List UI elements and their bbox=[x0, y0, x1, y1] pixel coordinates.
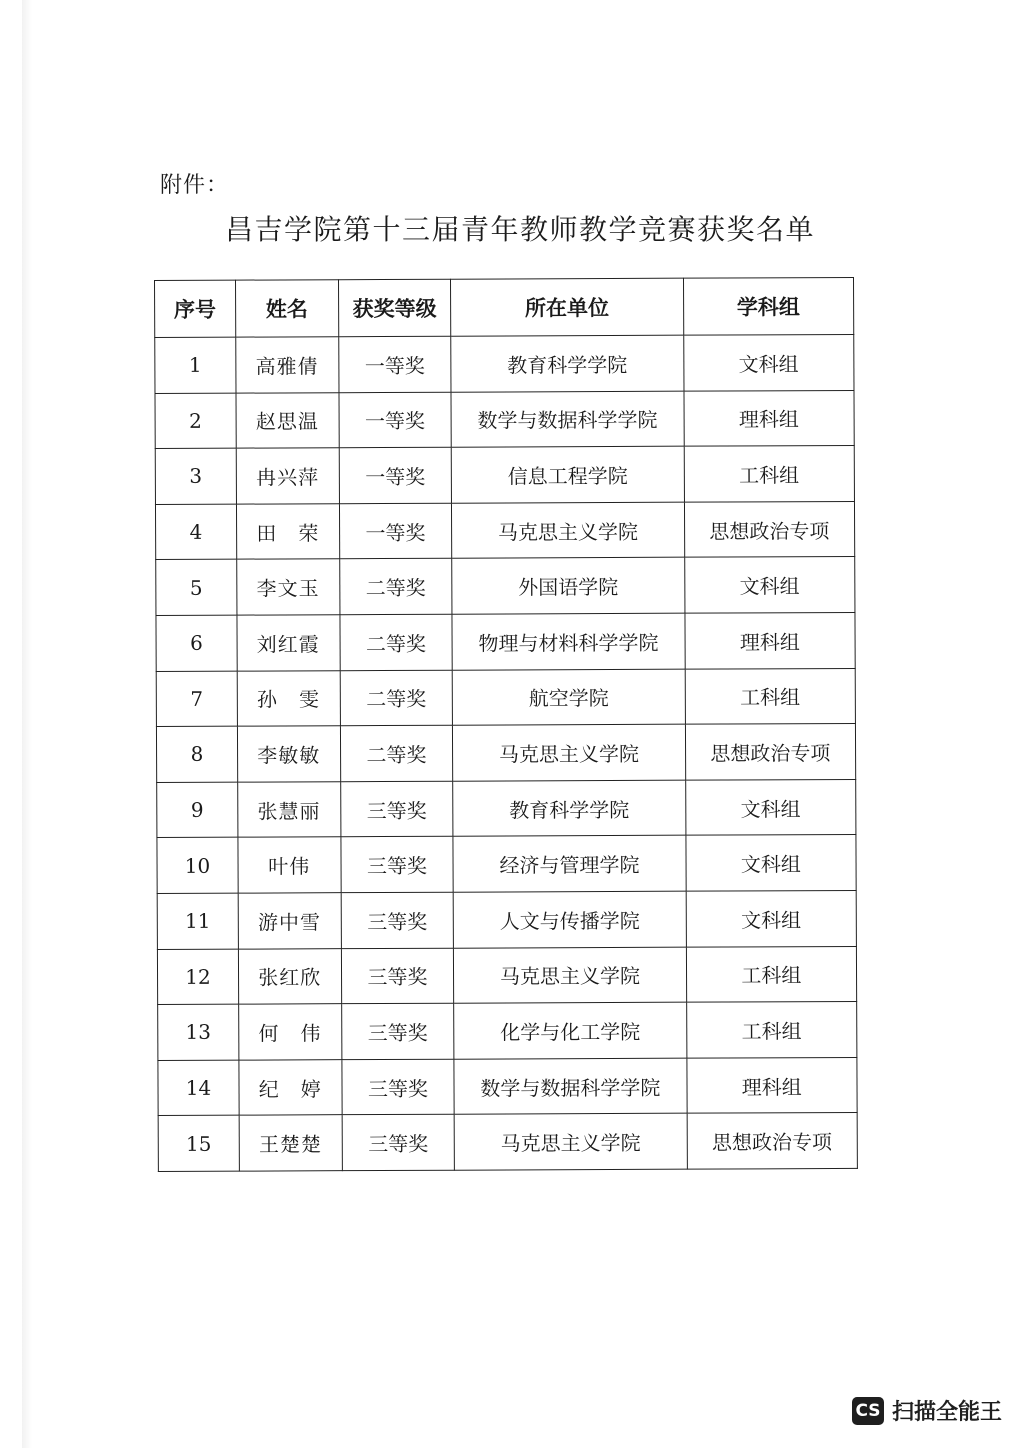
table-row bbox=[155, 390, 854, 449]
cell-index: 10 bbox=[157, 837, 238, 893]
award-table bbox=[154, 277, 858, 1172]
cell-name: 游中雪 bbox=[238, 893, 341, 949]
cell-index: 13 bbox=[158, 1004, 239, 1060]
cell-subject-group: 文科组 bbox=[684, 557, 855, 613]
cell-index: 12 bbox=[157, 949, 238, 1005]
cell-award-level: 三等奖 bbox=[341, 948, 454, 1004]
cell-subject-group: 思想政治专项 bbox=[684, 501, 855, 557]
table-row bbox=[157, 890, 856, 949]
cell-award-level: 三等奖 bbox=[340, 781, 453, 837]
cell-index: 5 bbox=[156, 560, 237, 616]
cell-unit: 经济与管理学院 bbox=[453, 836, 685, 893]
cell-name: 冉兴萍 bbox=[236, 448, 339, 504]
table-row bbox=[157, 946, 856, 1005]
cell-award-level: 三等奖 bbox=[341, 1003, 454, 1059]
cell-index: 3 bbox=[155, 448, 236, 504]
cell-name: 张红欣 bbox=[238, 948, 341, 1004]
cell-name: 田 荣 bbox=[236, 503, 339, 559]
header-unit: 所在单位 bbox=[451, 278, 683, 336]
cell-index: 7 bbox=[156, 671, 237, 727]
table-row bbox=[155, 446, 854, 505]
cell-index: 11 bbox=[157, 893, 238, 949]
cell-unit: 教育科学学院 bbox=[453, 780, 685, 837]
table-row bbox=[158, 1057, 857, 1116]
cell-unit: 马克思主义学院 bbox=[452, 502, 684, 559]
cell-subject-group: 文科组 bbox=[683, 334, 854, 390]
cell-unit: 人文与传播学院 bbox=[453, 891, 685, 948]
cell-index: 6 bbox=[156, 615, 237, 671]
camscanner-logo-icon: CS bbox=[852, 1397, 884, 1425]
cell-award-level: 三等奖 bbox=[342, 1115, 455, 1171]
cell-subject-group: 思想政治专项 bbox=[685, 724, 856, 780]
cell-index: 9 bbox=[157, 782, 238, 838]
header-index: 序号 bbox=[155, 280, 236, 337]
cell-subject-group: 思想政治专项 bbox=[687, 1113, 858, 1169]
cell-unit: 数学与数据科学学院 bbox=[451, 391, 683, 448]
cell-subject-group: 理科组 bbox=[683, 390, 854, 446]
cell-index: 4 bbox=[155, 504, 236, 560]
table-row bbox=[156, 724, 855, 783]
header-award-level: 获奖等级 bbox=[338, 279, 451, 336]
cell-award-level: 二等奖 bbox=[339, 559, 452, 615]
cell-name: 高雅倩 bbox=[236, 337, 339, 393]
cell-subject-group: 工科组 bbox=[685, 668, 856, 724]
cell-name: 李敏敏 bbox=[237, 726, 340, 782]
table-row bbox=[157, 835, 856, 894]
cell-award-level: 三等奖 bbox=[341, 1059, 454, 1115]
cell-unit: 化学与化工学院 bbox=[454, 1002, 686, 1059]
cell-award-level: 一等奖 bbox=[339, 447, 452, 503]
cell-name: 赵思温 bbox=[236, 392, 339, 448]
cell-name: 何 伟 bbox=[238, 1004, 341, 1060]
cell-award-level: 三等奖 bbox=[341, 892, 454, 948]
table-row bbox=[155, 334, 854, 393]
document-title: 昌吉学院第十三届青年教师教学竞赛获奖名单 bbox=[224, 213, 815, 246]
cell-name: 叶伟 bbox=[238, 837, 341, 893]
header-name: 姓名 bbox=[235, 280, 338, 337]
cell-name: 王楚楚 bbox=[239, 1115, 342, 1171]
cell-unit: 马克思主义学院 bbox=[454, 947, 686, 1004]
cell-subject-group: 工科组 bbox=[686, 946, 857, 1002]
watermark-app-name: 扫描全能王 bbox=[891, 1400, 1002, 1425]
cell-index: 2 bbox=[155, 393, 236, 449]
table-row bbox=[158, 1113, 857, 1172]
cell-award-level: 二等奖 bbox=[340, 614, 453, 670]
cell-subject-group: 工科组 bbox=[684, 446, 855, 502]
cell-unit: 教育科学学院 bbox=[451, 335, 683, 392]
table-header-row bbox=[155, 277, 854, 337]
cell-unit: 外国语学院 bbox=[452, 558, 684, 615]
cell-index: 14 bbox=[158, 1060, 239, 1116]
cell-subject-group: 文科组 bbox=[685, 835, 856, 891]
table-body bbox=[155, 334, 858, 1171]
cell-award-level: 一等奖 bbox=[339, 503, 452, 559]
table-row bbox=[158, 1002, 857, 1061]
header-subject-group: 学科组 bbox=[683, 277, 854, 335]
cell-index: 15 bbox=[158, 1115, 239, 1171]
cell-unit: 航空学院 bbox=[452, 669, 684, 726]
cell-unit: 信息工程学院 bbox=[451, 446, 683, 503]
cell-index: 8 bbox=[156, 726, 237, 782]
cell-award-level: 二等奖 bbox=[340, 725, 453, 781]
cell-subject-group: 文科组 bbox=[686, 890, 857, 946]
cell-name: 刘红霞 bbox=[237, 615, 340, 671]
cell-unit: 马克思主义学院 bbox=[453, 724, 685, 781]
table-row bbox=[156, 557, 855, 616]
cell-subject-group: 理科组 bbox=[684, 612, 855, 668]
cell-name: 张慧丽 bbox=[237, 781, 340, 837]
table-row bbox=[157, 779, 856, 838]
attachment-label: 附件： bbox=[160, 173, 230, 198]
cell-name: 李文玉 bbox=[237, 559, 340, 615]
table-row bbox=[155, 501, 854, 560]
cell-award-level: 一等奖 bbox=[338, 336, 451, 392]
cell-award-level: 三等奖 bbox=[341, 837, 454, 893]
cell-award-level: 二等奖 bbox=[340, 670, 453, 726]
cell-unit: 马克思主义学院 bbox=[454, 1113, 686, 1170]
table-row bbox=[156, 668, 855, 727]
cell-name: 纪 婷 bbox=[239, 1059, 342, 1115]
table-row bbox=[156, 612, 855, 671]
cell-award-level: 一等奖 bbox=[339, 392, 452, 448]
cell-name: 孙 雯 bbox=[237, 670, 340, 726]
cell-unit: 数学与数据科学学院 bbox=[454, 1058, 686, 1115]
cell-subject-group: 理科组 bbox=[686, 1057, 857, 1113]
cell-subject-group: 文科组 bbox=[685, 779, 856, 835]
cell-subject-group: 工科组 bbox=[686, 1002, 857, 1058]
cell-unit: 物理与材料科学学院 bbox=[452, 613, 684, 670]
cell-index: 1 bbox=[155, 337, 236, 393]
scanner-watermark bbox=[852, 1395, 1002, 1426]
